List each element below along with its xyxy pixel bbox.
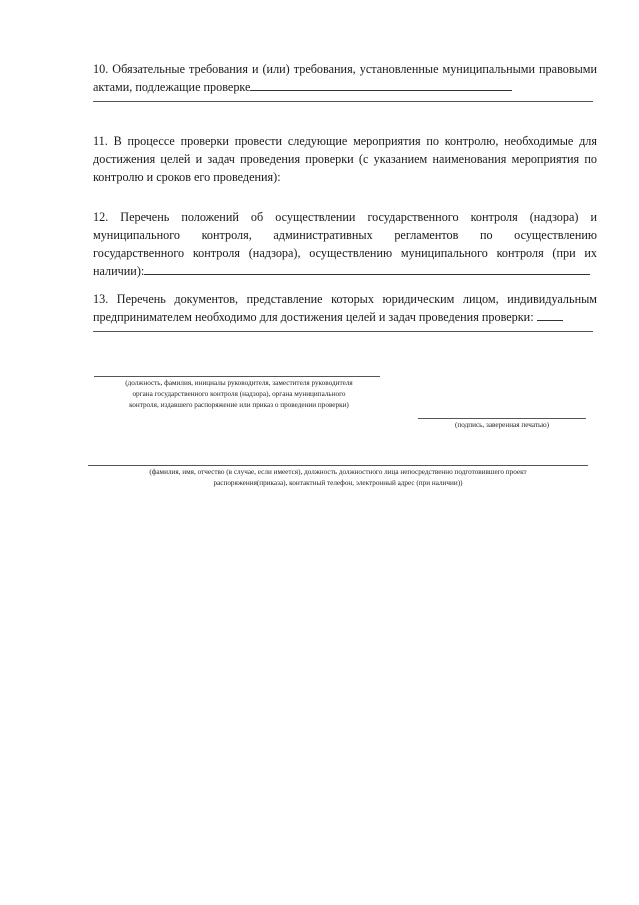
official-caption-line3: контроля, издавшего распоряжение или приказ о проведении проверки) — [129, 401, 349, 409]
item-11-number: 11. — [93, 134, 108, 148]
item-10-text: Обязательные требования и (или) требования, установленные муниципальными правовыми актами, подлежащие проверке — [93, 62, 598, 94]
item-12 — [93, 208, 597, 280]
item-10-fill-line[interactable] — [250, 78, 512, 91]
item-12-number: 12. — [93, 210, 109, 224]
item-12-text: Перечень положений об осуществлении государственного контроля (надзора) и муниципального контроля, административных регламентов по осуществлению государственного контроля (надзора), осуществлению муниципального контроля (при их наличии): — [93, 210, 598, 278]
official-caption-line2: органа государственного контроля (надзора), органа муниципального — [132, 390, 346, 398]
item-10-extra-line[interactable] — [93, 101, 593, 102]
item-11 — [93, 132, 597, 186]
preparer-line[interactable] — [88, 465, 588, 466]
item-11-text: В процессе проверки провести следующие мероприятия по контролю, необходимые для достижения целей и задач проведения проверки (с указанием наименования мероприятия по контролю и сроков его проведения): — [93, 134, 597, 184]
preparer-caption — [88, 467, 588, 489]
stamp-caption: (подпись, заверенная печатью) — [454, 421, 550, 429]
item-12-fill-line[interactable] — [144, 262, 590, 275]
official-caption-line1: (должность, фамилия, инициалы руководителя, заместителя руководителя — [125, 379, 353, 387]
preparer-caption-line2: распоряжения(приказа), контактный телефон, электронный адрес (при наличии)) — [213, 479, 463, 487]
preparer-caption-line1: (фамилия, имя, отчество (в случае, если имеется), должность должностного лица непосредственно подготовившего проект — [149, 468, 527, 476]
official-caption — [96, 378, 382, 411]
item-13-number: 13. — [93, 292, 109, 306]
item-13-extra-line[interactable] — [93, 331, 593, 332]
item-10-number: 10. — [93, 62, 109, 76]
item-13 — [93, 290, 597, 326]
item-13-fill-line[interactable] — [537, 308, 563, 321]
stamp-signature-line[interactable] — [418, 418, 586, 419]
item-10 — [93, 60, 597, 96]
official-signature-line[interactable] — [94, 376, 380, 377]
item-13-text: Перечень документов, представление которых юридическим лицом, индивидуальным предпринимателем необходимо для достижения целей и задач проведения проверки: — [93, 292, 597, 324]
